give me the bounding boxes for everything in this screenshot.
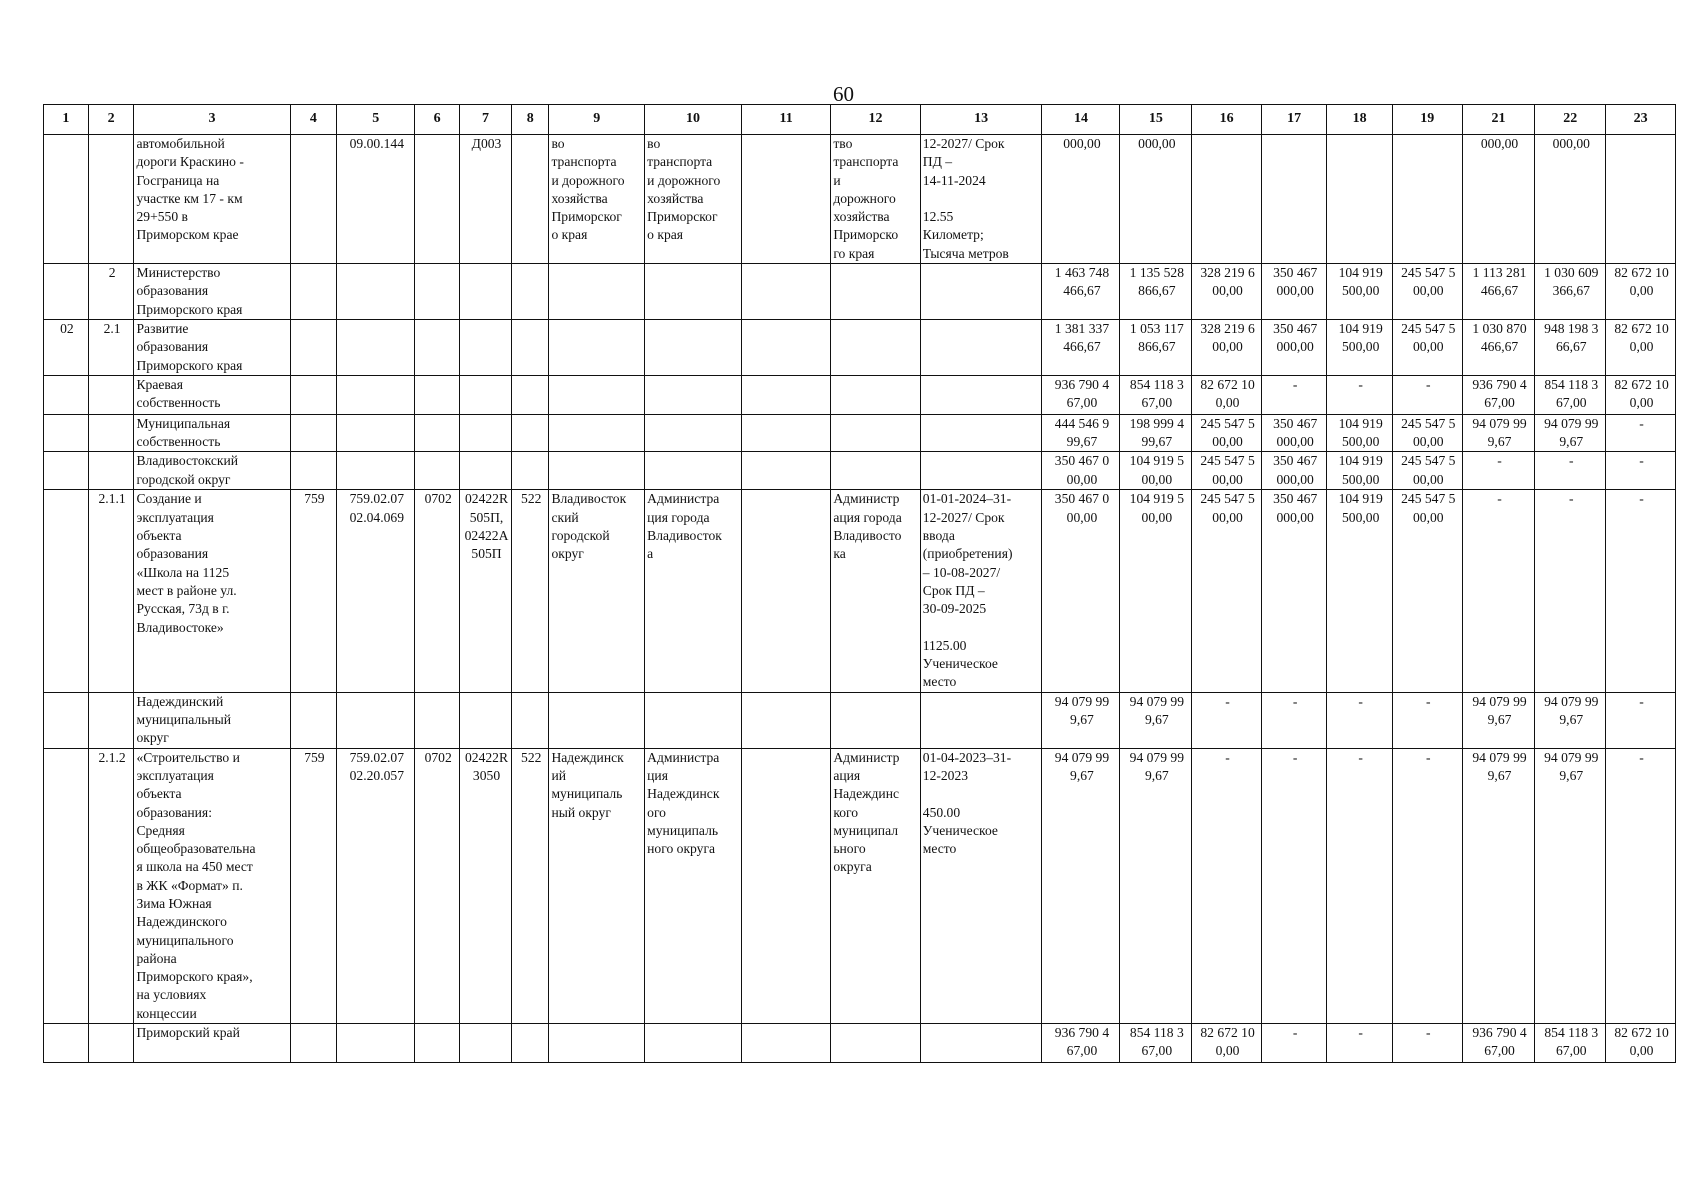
table-cell: 02422R 505П, 02422A 505П <box>460 490 512 692</box>
table-cell: 350 467 0 00,00 <box>1042 490 1120 692</box>
column-header: 18 <box>1327 105 1393 135</box>
table-cell: 02422R 3050 <box>460 748 512 1023</box>
table-cell: 82 672 10 0,00 <box>1192 375 1262 414</box>
table-cell <box>44 1024 89 1063</box>
table-cell <box>549 1024 645 1063</box>
table-cell: - <box>1327 375 1393 414</box>
table-cell <box>460 319 512 375</box>
table-cell <box>337 414 415 452</box>
table-cell: Администр ация города Владивосто ка <box>831 490 920 692</box>
table-cell <box>290 414 337 452</box>
table-cell: 759.02.07 02.04.069 <box>337 490 415 692</box>
table-cell: Д003 <box>460 135 512 264</box>
table-cell: - <box>1462 490 1535 692</box>
table-cell: - <box>1327 692 1393 748</box>
column-header: 21 <box>1462 105 1535 135</box>
table-cell <box>831 319 920 375</box>
table-cell <box>415 1024 460 1063</box>
table-cell <box>831 452 920 490</box>
table-cell: Надеждинск ий муниципаль ный округ <box>549 748 645 1023</box>
table-cell <box>460 375 512 414</box>
table-cell: 82 672 10 0,00 <box>1192 1024 1262 1063</box>
header-row <box>44 105 1676 135</box>
table-cell: - <box>1606 414 1676 452</box>
table-cell: 1 030 870 466,67 <box>1462 319 1535 375</box>
column-header: 4 <box>290 105 337 135</box>
table-cell <box>549 319 645 375</box>
table-cell: 522 <box>512 490 549 692</box>
column-header: 5 <box>337 105 415 135</box>
table-cell <box>88 692 134 748</box>
table-cell: - <box>1261 375 1327 414</box>
table-cell: 245 547 5 00,00 <box>1392 490 1462 692</box>
table-cell <box>1606 135 1676 264</box>
table-cell <box>549 264 645 320</box>
table-cell: - <box>1535 490 1606 692</box>
table-cell: 350 467 000,00 <box>1261 319 1327 375</box>
table-cell <box>645 414 742 452</box>
table-cell: 759 <box>290 748 337 1023</box>
table-cell <box>645 375 742 414</box>
table-cell: 1 381 337 466,67 <box>1042 319 1120 375</box>
table-cell: 82 672 10 0,00 <box>1606 319 1676 375</box>
table-cell: Администра ция Надеждинск ого муниципаль ного округа <box>645 748 742 1023</box>
table-cell: 350 467 000,00 <box>1261 452 1327 490</box>
page-number: 60 <box>833 82 854 106</box>
table-cell <box>88 414 134 452</box>
table-cell: 94 079 99 9,67 <box>1042 748 1120 1023</box>
table-cell: 854 118 3 67,00 <box>1535 375 1606 414</box>
table-cell <box>920 375 1042 414</box>
table-cell: Приморский край <box>134 1024 290 1063</box>
table-cell <box>88 452 134 490</box>
column-header: 13 <box>920 105 1042 135</box>
table-cell <box>337 692 415 748</box>
table-cell <box>512 414 549 452</box>
column-header: 2 <box>88 105 134 135</box>
table-cell: Краевая собственность <box>134 375 290 414</box>
table-cell: 948 198 3 66,67 <box>1535 319 1606 375</box>
table-cell: 01-01-2024–31- 12-2027/ Срок ввода (приобретения) – 10-08-2027/ Срок ПД – 30-09-2025 1125.00 Ученическое место <box>920 490 1042 692</box>
table-cell <box>415 452 460 490</box>
column-header: 16 <box>1192 105 1262 135</box>
table-cell <box>1192 135 1262 264</box>
table-cell: 94 079 99 9,67 <box>1462 748 1535 1023</box>
table-cell: автомобильной дороги Краскино - Госграница на участке км 17 - км 29+550 в Приморском крае <box>134 135 290 264</box>
table-cell: 328 219 6 00,00 <box>1192 264 1262 320</box>
table-cell: 1 053 117 866,67 <box>1120 319 1192 375</box>
table-cell <box>290 452 337 490</box>
table-cell: «Строительство и эксплуатация объекта образования: Средняя общеобразовательна я школа на 450 мест в ЖК «Формат» п. Зима Южная Надеждинского муниципального района Приморского края», на условиях концессии <box>134 748 290 1023</box>
table-cell <box>88 135 134 264</box>
table-cell <box>741 135 830 264</box>
table-cell <box>44 135 89 264</box>
table-row <box>44 135 1676 264</box>
table-cell <box>290 692 337 748</box>
table-cell <box>549 452 645 490</box>
table-cell <box>1261 135 1327 264</box>
table-cell: - <box>1606 452 1676 490</box>
table-cell <box>337 1024 415 1063</box>
table-cell: 245 547 5 00,00 <box>1192 414 1262 452</box>
table-cell <box>549 375 645 414</box>
table-cell <box>460 452 512 490</box>
table-cell <box>337 375 415 414</box>
table-cell: Развитие образования Приморского края <box>134 319 290 375</box>
column-header: 10 <box>645 105 742 135</box>
table-cell <box>549 692 645 748</box>
table-cell: Создание и эксплуатация объекта образования «Школа на 1125 мест в районе ул. Русская, 73д в г. Владивостоке» <box>134 490 290 692</box>
table-cell <box>415 264 460 320</box>
table-cell: 936 790 4 67,00 <box>1462 375 1535 414</box>
table-cell <box>460 414 512 452</box>
table-cell: 245 547 5 00,00 <box>1392 452 1462 490</box>
table-cell: 2.1 <box>88 319 134 375</box>
table-cell: 328 219 6 00,00 <box>1192 319 1262 375</box>
table-cell: 854 118 3 67,00 <box>1120 375 1192 414</box>
table-cell <box>337 264 415 320</box>
table-cell <box>44 375 89 414</box>
table-row <box>44 414 1676 452</box>
table-cell: 1 463 748 466,67 <box>1042 264 1120 320</box>
column-header: 6 <box>415 105 460 135</box>
table-cell <box>920 414 1042 452</box>
table-cell <box>460 692 512 748</box>
table-cell: 94 079 99 9,67 <box>1120 748 1192 1023</box>
table-cell: 000,00 <box>1120 135 1192 264</box>
column-header: 8 <box>512 105 549 135</box>
table-cell: - <box>1392 748 1462 1023</box>
table-cell: 245 547 5 00,00 <box>1392 264 1462 320</box>
table-cell: тво транспорта и дорожного хозяйства Приморско го края <box>831 135 920 264</box>
table-cell: - <box>1192 748 1262 1023</box>
table-cell: Владивосток ский городской округ <box>549 490 645 692</box>
table-cell: 104 919 500,00 <box>1327 319 1393 375</box>
table-cell <box>415 414 460 452</box>
column-header: 14 <box>1042 105 1120 135</box>
table-cell: 350 467 000,00 <box>1261 414 1327 452</box>
table-cell: 2.1.1 <box>88 490 134 692</box>
table-cell: Администра ция города Владивосток а <box>645 490 742 692</box>
table-cell: - <box>1327 1024 1393 1063</box>
table-row <box>44 319 1676 375</box>
table-cell: - <box>1606 748 1676 1023</box>
column-header: 23 <box>1606 105 1676 135</box>
table-cell: Министерство образования Приморского края <box>134 264 290 320</box>
table-cell <box>920 264 1042 320</box>
column-header: 17 <box>1261 105 1327 135</box>
table-cell: 000,00 <box>1042 135 1120 264</box>
table-cell: 82 672 10 0,00 <box>1606 375 1676 414</box>
table-cell: 104 919 500,00 <box>1327 414 1393 452</box>
table-cell: 02 <box>44 319 89 375</box>
table-cell <box>512 692 549 748</box>
column-header: 12 <box>831 105 920 135</box>
table-cell <box>460 264 512 320</box>
table-cell: 444 546 9 99,67 <box>1042 414 1120 452</box>
table-cell: 245 547 5 00,00 <box>1192 452 1262 490</box>
table-cell <box>549 414 645 452</box>
table-cell: 1 135 528 866,67 <box>1120 264 1192 320</box>
table-cell: - <box>1462 452 1535 490</box>
table-cell: 759.02.07 02.20.057 <box>337 748 415 1023</box>
column-header: 22 <box>1535 105 1606 135</box>
table-cell: 245 547 5 00,00 <box>1192 490 1262 692</box>
table-cell <box>290 375 337 414</box>
table-cell: 759 <box>290 490 337 692</box>
table-cell: 94 079 99 9,67 <box>1535 414 1606 452</box>
table-cell: 350 467 000,00 <box>1261 264 1327 320</box>
table-cell <box>44 264 89 320</box>
table-cell <box>512 135 549 264</box>
table-cell <box>741 319 830 375</box>
table-cell <box>337 452 415 490</box>
table-cell <box>512 1024 549 1063</box>
table-cell: 94 079 99 9,67 <box>1120 692 1192 748</box>
table-cell: Надеждинский муниципальный округ <box>134 692 290 748</box>
table-cell: - <box>1392 692 1462 748</box>
table-row <box>44 490 1676 692</box>
table-cell: 854 118 3 67,00 <box>1120 1024 1192 1063</box>
table-cell <box>512 264 549 320</box>
table-cell <box>741 1024 830 1063</box>
table-cell <box>290 135 337 264</box>
table-cell <box>741 375 830 414</box>
table-cell <box>920 452 1042 490</box>
table-cell <box>831 1024 920 1063</box>
table-cell: - <box>1261 692 1327 748</box>
table-cell: 1 113 281 466,67 <box>1462 264 1535 320</box>
table-cell: 2 <box>88 264 134 320</box>
table-cell: 82 672 10 0,00 <box>1606 264 1676 320</box>
column-header: 15 <box>1120 105 1192 135</box>
table-cell: 0702 <box>415 490 460 692</box>
table-cell: 2.1.2 <box>88 748 134 1023</box>
table-cell: - <box>1261 748 1327 1023</box>
table-cell: 104 919 5 00,00 <box>1120 452 1192 490</box>
table-cell <box>415 319 460 375</box>
table-cell <box>88 1024 134 1063</box>
table-row <box>44 375 1676 414</box>
table-cell: 198 999 4 99,67 <box>1120 414 1192 452</box>
table-cell <box>512 452 549 490</box>
table-cell: во транспорта и дорожного хозяйства Приморског о края <box>549 135 645 264</box>
table-cell <box>44 748 89 1023</box>
table-cell <box>512 375 549 414</box>
table-cell: 245 547 5 00,00 <box>1392 319 1462 375</box>
table-cell <box>831 692 920 748</box>
table-cell: 936 790 4 67,00 <box>1042 375 1120 414</box>
column-header: 19 <box>1392 105 1462 135</box>
table-cell: 104 919 500,00 <box>1327 264 1393 320</box>
table-cell: 936 790 4 67,00 <box>1042 1024 1120 1063</box>
table-cell: 000,00 <box>1462 135 1535 264</box>
table-cell: 94 079 99 9,67 <box>1462 692 1535 748</box>
table-cell: 94 079 99 9,67 <box>1535 692 1606 748</box>
table-cell <box>920 692 1042 748</box>
table-cell: 94 079 99 9,67 <box>1462 414 1535 452</box>
table-cell <box>44 692 89 748</box>
table-cell: Муниципальная собственность <box>134 414 290 452</box>
table-cell: Администр ация Надеждинс кого муниципал ьного округа <box>831 748 920 1023</box>
table-cell <box>645 264 742 320</box>
table-cell: 94 079 99 9,67 <box>1535 748 1606 1023</box>
table-cell: - <box>1192 692 1262 748</box>
table-row <box>44 452 1676 490</box>
table-cell <box>512 319 549 375</box>
table-cell: - <box>1606 490 1676 692</box>
table-cell <box>920 1024 1042 1063</box>
table-cell <box>290 264 337 320</box>
table-cell <box>290 1024 337 1063</box>
table-cell: 94 079 99 9,67 <box>1042 692 1120 748</box>
table-cell <box>1392 135 1462 264</box>
table-cell <box>460 1024 512 1063</box>
column-header: 3 <box>134 105 290 135</box>
table-cell: - <box>1535 452 1606 490</box>
table-cell: - <box>1327 748 1393 1023</box>
table-cell <box>645 1024 742 1063</box>
table-cell: 12-2027/ Срок ПД – 14-11-2024 12.55 Километр; Тысяча метров <box>920 135 1042 264</box>
table-cell <box>741 414 830 452</box>
table-cell: 522 <box>512 748 549 1023</box>
table-cell: - <box>1606 692 1676 748</box>
table-cell <box>645 452 742 490</box>
table-cell: 1 030 609 366,67 <box>1535 264 1606 320</box>
table-cell <box>44 414 89 452</box>
table-cell: 09.00.144 <box>337 135 415 264</box>
table-cell <box>831 414 920 452</box>
table-cell <box>415 692 460 748</box>
table-cell <box>741 264 830 320</box>
table-row <box>44 748 1676 1023</box>
table-cell: 350 467 0 00,00 <box>1042 452 1120 490</box>
table-cell: - <box>1392 375 1462 414</box>
table-cell: 82 672 10 0,00 <box>1606 1024 1676 1063</box>
table-cell <box>88 375 134 414</box>
table-cell <box>741 692 830 748</box>
table-cell <box>415 135 460 264</box>
table-cell <box>831 264 920 320</box>
table-cell: 104 919 500,00 <box>1327 490 1393 692</box>
column-header: 7 <box>460 105 512 135</box>
table-cell: 000,00 <box>1535 135 1606 264</box>
table-cell: во транспорта и дорожного хозяйства Приморског о края <box>645 135 742 264</box>
table-cell: 936 790 4 67,00 <box>1462 1024 1535 1063</box>
table-cell <box>44 490 89 692</box>
table-cell <box>645 692 742 748</box>
table-cell: 0702 <box>415 748 460 1023</box>
table-cell: 104 919 500,00 <box>1327 452 1393 490</box>
table-cell <box>337 319 415 375</box>
table-row <box>44 1024 1676 1063</box>
table-row <box>44 264 1676 320</box>
table-cell <box>1327 135 1393 264</box>
table-cell <box>415 375 460 414</box>
table-cell: Владивостокский городской округ <box>134 452 290 490</box>
column-header: 9 <box>549 105 645 135</box>
table-cell: 350 467 000,00 <box>1261 490 1327 692</box>
table-cell: - <box>1392 1024 1462 1063</box>
table-cell <box>290 319 337 375</box>
budget-table <box>43 104 1676 1063</box>
table-cell <box>831 375 920 414</box>
column-header: 11 <box>741 105 830 135</box>
table-cell <box>741 748 830 1023</box>
column-header: 1 <box>44 105 89 135</box>
table-cell: 854 118 3 67,00 <box>1535 1024 1606 1063</box>
table-cell <box>44 452 89 490</box>
table-cell: - <box>1261 1024 1327 1063</box>
table-row <box>44 692 1676 748</box>
table-cell: 01-04-2023–31- 12-2023 450.00 Ученическое место <box>920 748 1042 1023</box>
table-cell <box>645 319 742 375</box>
table-cell <box>920 319 1042 375</box>
table-cell <box>741 490 830 692</box>
table-cell: 245 547 5 00,00 <box>1392 414 1462 452</box>
table-cell <box>741 452 830 490</box>
table-cell: 104 919 5 00,00 <box>1120 490 1192 692</box>
